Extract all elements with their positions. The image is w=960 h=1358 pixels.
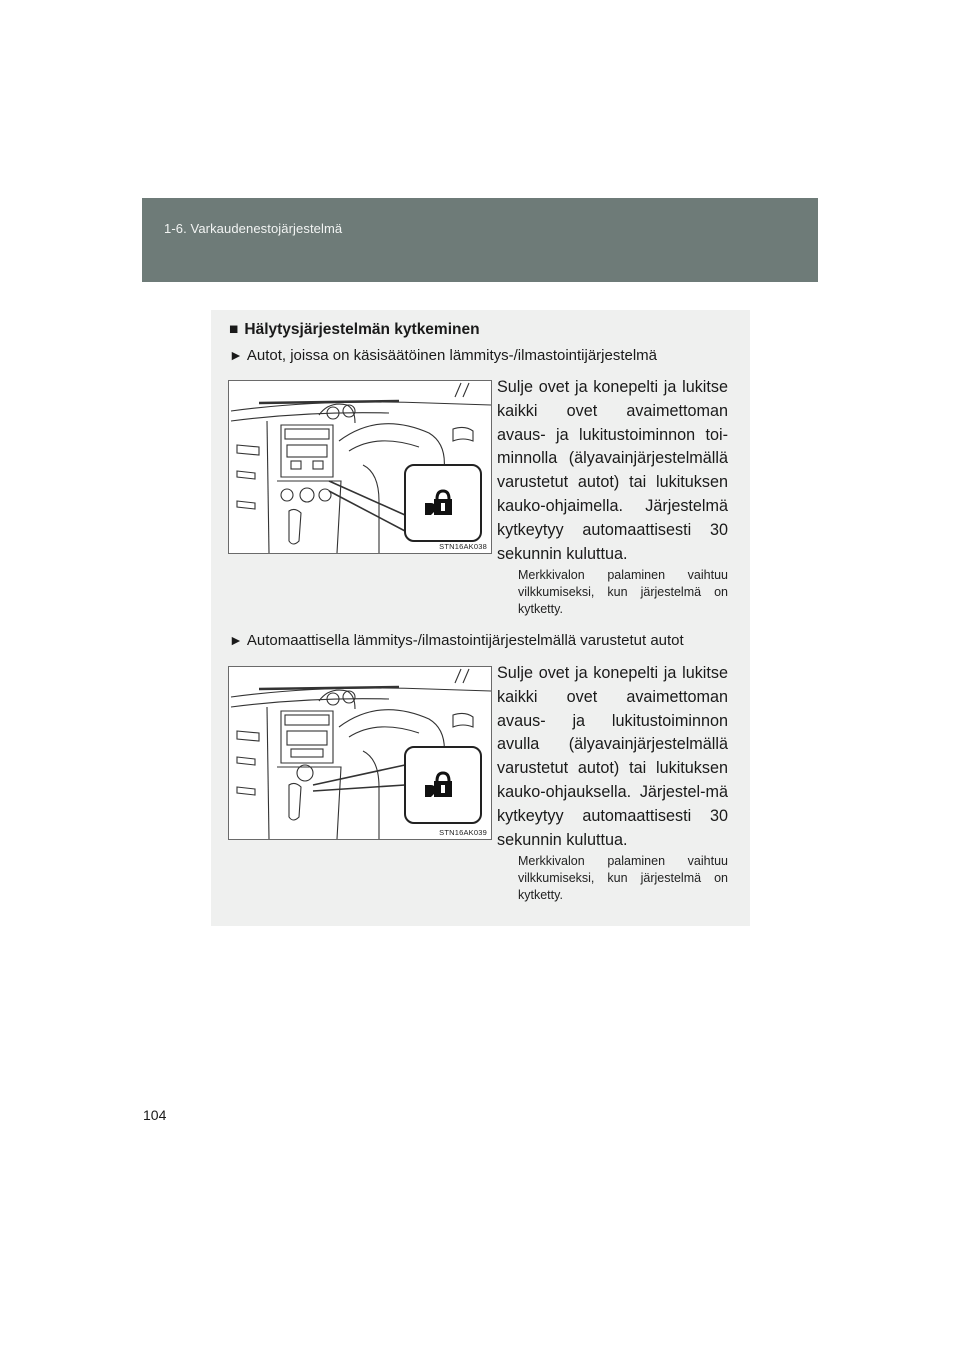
- variant-heading-text: Automaattisella lämmitys-/ilmastointijärjestelmällä varustetut autot: [246, 632, 684, 649]
- indicator-note-manual-ac: Merkkivalon palaminen vaihtuu vilkkumiseksi, kun järjestelmä on kytketty.: [518, 568, 728, 616]
- indicator-note-automatic-ac: Merkkivalon palaminen vaihtuu vilkkumiseksi, kun järjestelmä on kytketty.: [518, 854, 728, 902]
- section-marker: ■: [229, 321, 239, 338]
- dashboard-illustration-manual-ac: [228, 380, 492, 554]
- dashboard-drawing: [229, 381, 491, 553]
- instruction-text-manual-ac: Sulje ovet ja konepelti ja lukitse kaikki ovet avaimettoman avaus- ja lukitustoiminnon toi-minnolla (älyavainjärjestelmällä varustetut autot) tai lukituksen kauko-ohjaimella. Järjestelmä kytkeytyy automaattisesti 30 sekunnin kuluttua.: [497, 378, 728, 563]
- page-number: 104: [143, 1107, 167, 1123]
- section-title-text: Hälytysjärjestelmän kytkeminen: [244, 321, 480, 338]
- variant-heading-text: Autot, joissa on käsisäätöinen lämmitys-/ilmastointijärjestelmä: [246, 347, 658, 364]
- variant-heading-automatic-ac: [229, 632, 684, 649]
- chapter-header-band: [142, 198, 818, 282]
- variant-marker: ►: [229, 347, 243, 363]
- chapter-title: 1-6. Varkaudenestojärjestelmä: [164, 221, 343, 236]
- section-heading: [229, 321, 480, 339]
- instruction-text-automatic-ac: Sulje ovet ja konepelti ja lukitse kaikki ovet avaimettoman avaus- ja lukitustoiminnon avulla (älyavainjärjestelmällä varustetut autot) tai lukituksen kauko-ohjauksella. Järjestel-mä kytkeytyy automaattisesti 30 sekunnin kuluttua.: [497, 664, 728, 849]
- figure-code: STN16AK038: [439, 542, 487, 551]
- dashboard-illustration-automatic-ac: [228, 666, 492, 840]
- figure-code: STN16AK039: [439, 828, 487, 837]
- variant-marker: ►: [229, 632, 243, 648]
- dashboard-drawing: [229, 667, 491, 839]
- variant-heading-manual-ac: [229, 347, 657, 364]
